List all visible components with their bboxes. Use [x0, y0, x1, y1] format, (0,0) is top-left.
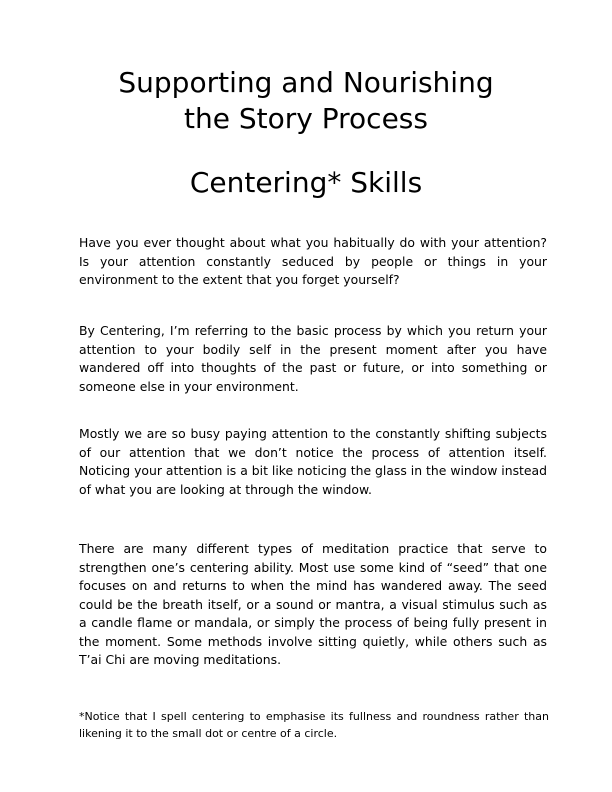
paragraph-centering-definition: By Centering, I’m referring to the basic process by which you return your attention to your bodily self in the present moment after you have wandered off into thoughts of the past or future, or into something or someone else in your environment.: [79, 323, 547, 394]
section-heading: Centering* Skills: [189, 166, 423, 199]
page-title-line-1: Supporting and Nourishing: [118, 66, 494, 99]
footnote: *Notice that I spell centering to emphasise its fullness and roundness rather than likening it to the small dot or centre of a circle.: [79, 710, 549, 740]
paragraph-meditation-practice: There are many different types of meditation practice that serve to strengthen one’s centering ability. Most use some kind of “seed” that one focuses on and returns to when the mind has wandered away. The seed could be the breath itself, or a sound or mantra, a visual stimulus such as a candle flame or mandala, or simply the process of being fully present in the moment. Some methods involve sitting quietly, while others such as T’ai Chi are moving meditations.: [79, 541, 547, 667]
paragraph-attention-question: Have you ever thought about what you habitually do with your attention? Is your attention constantly seduced by people or things in your environment to the extent that you forget yourself?: [79, 235, 547, 287]
paragraph-noticing-attention: Mostly we are so busy paying attention to the constantly shifting subjects of our attention that we don’t notice the process of attention itself. Noticing your attention is a bit like noticing the glass in the window instead of what you are looking at through the window.: [79, 426, 547, 497]
page-title-line-2: the Story Process: [184, 102, 428, 135]
